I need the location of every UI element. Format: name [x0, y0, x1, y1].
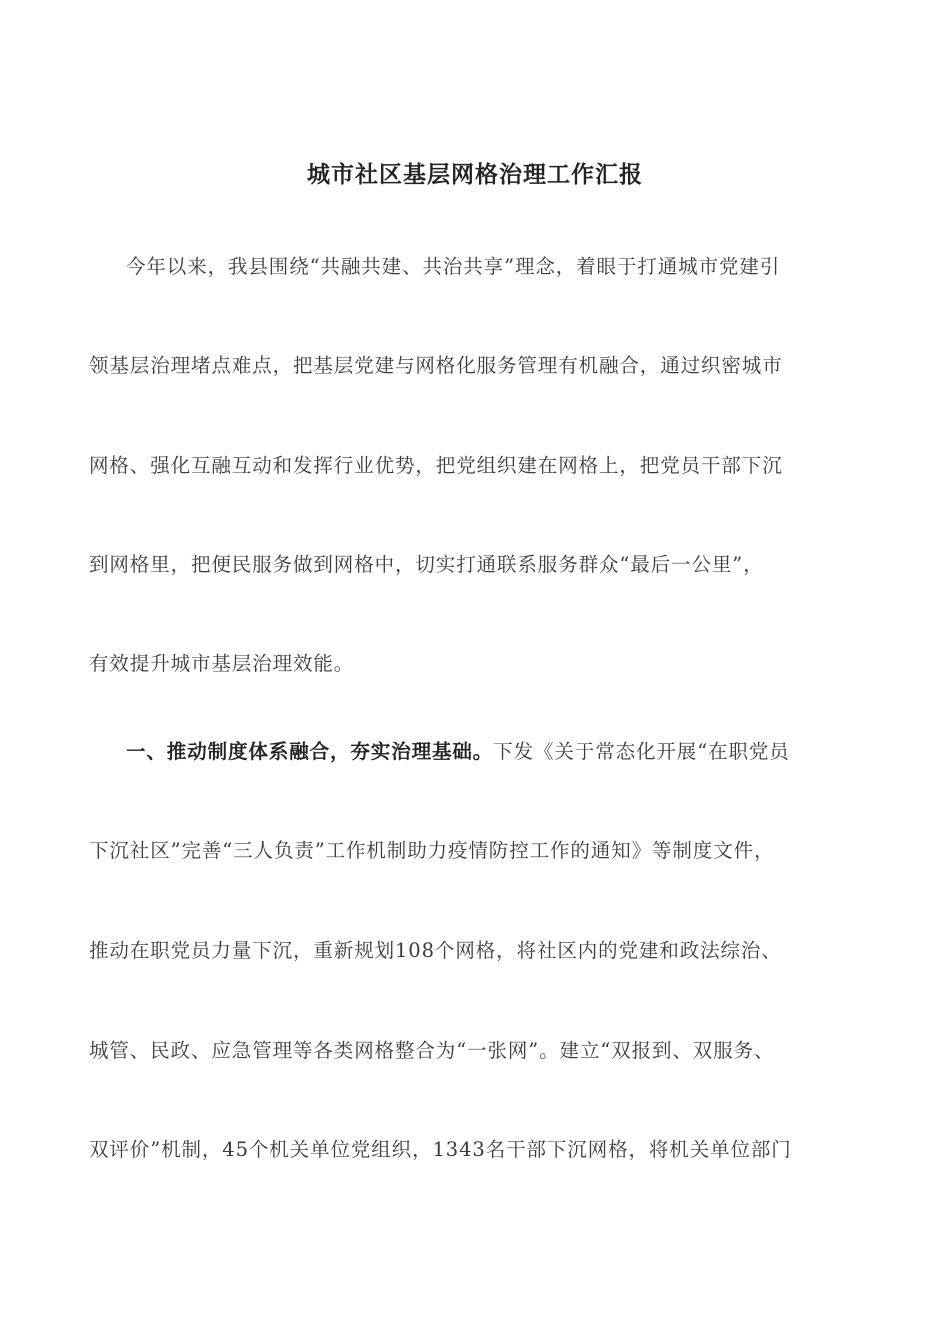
paragraph-line: 有效提升城市基层治理效能。	[89, 652, 355, 675]
paragraph-line: 今年以来，我县围绕“共融共建、共治共享”理念，着眼于打通城市党建引	[126, 255, 781, 278]
section-one-first-line	[126, 737, 790, 767]
paragraph-line: 网格、强化互融互动和发挥行业优势，把党组织建在网格上，把党员干部下沉	[89, 454, 783, 477]
paragraph-line: 下沉社区”完善“三人负责”工作机制助力疫情防控工作的通知》等制度文件，	[89, 839, 775, 862]
paragraph-line: 推动在职党员力量下沉，重新规划108个网格，将社区内的党建和政法综治、	[89, 939, 782, 962]
section-heading: 一、推动制度体系融合，夯实治理基础。	[126, 740, 494, 763]
paragraph-line: 城管、民政、应急管理等各类网格整合为“一张网”。建立“双报到、双服务、	[89, 1039, 775, 1062]
paragraph-line: 领基层治理堵点难点，把基层党建与网格化服务管理有机融合，通过织密城市	[89, 354, 783, 377]
document-title: 城市社区基层网格治理工作汇报	[307, 161, 643, 188]
paragraph-line: 到网格里，把便民服务做到网格中，切实打通联系服务群众“最后一公里”，	[89, 553, 764, 576]
paragraph-text: 下发《关于常态化开展“在职党员	[493, 740, 790, 763]
paragraph-line: 双评价”机制，45个机关单位党组织，1343名干部下沉网格，将机关单位部门	[89, 1138, 792, 1161]
